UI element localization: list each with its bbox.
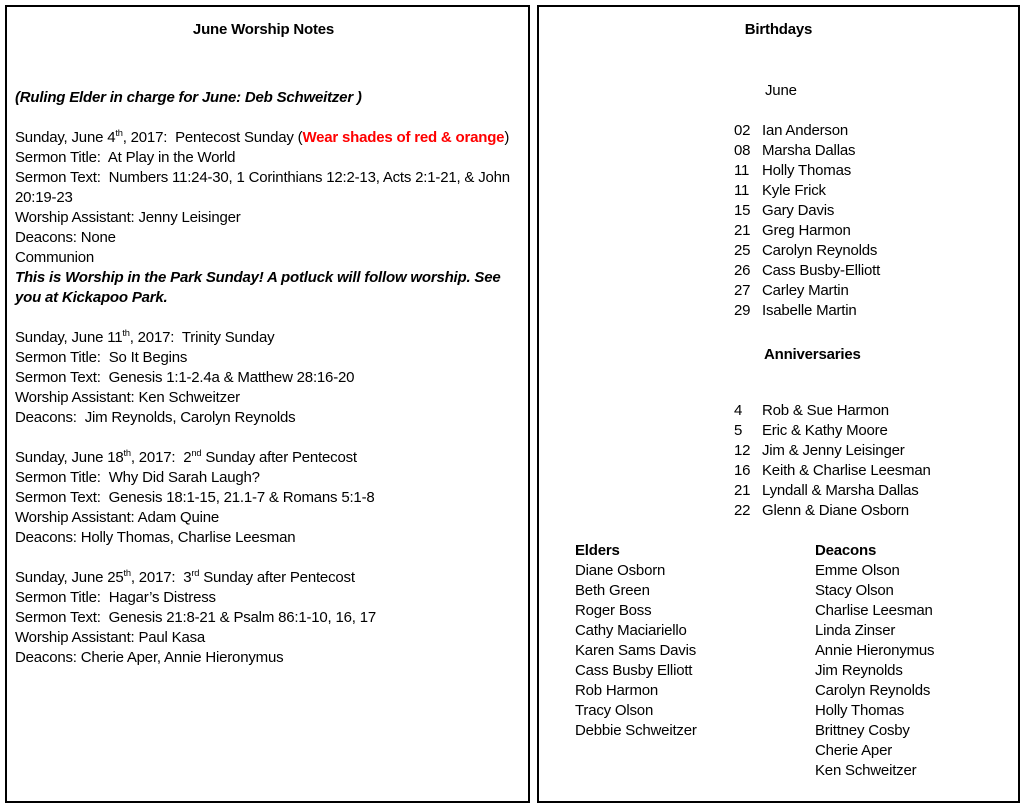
day-number: 15: [734, 202, 751, 219]
heading-text: , 2017: Trinity Sunday: [129, 329, 275, 346]
service-detail-line: Sermon Title: Hagar’s Distress: [15, 589, 216, 606]
day-number: 29: [734, 302, 751, 319]
day-number: 02: [734, 122, 751, 139]
service-list: [15, 128, 512, 668]
anniversary-row: [734, 401, 1018, 421]
birthday-list: [734, 121, 1018, 321]
person-name: Cass Busby-Elliott: [762, 262, 881, 279]
service-detail-line: Worship Assistant: Jenny Leisinger: [15, 209, 241, 226]
anniversary-row: [734, 501, 1018, 521]
elders-title: Elders: [575, 542, 620, 559]
service-detail-line: Worship Assistant: Ken Schweitzer: [15, 389, 240, 406]
deacons-list: [815, 561, 934, 781]
person-name: Lyndall & Marsha Dallas: [762, 482, 919, 499]
birthday-row: [734, 241, 1018, 261]
heading-text: Sunday, June 4: [15, 129, 116, 146]
elder-name: Rob Harmon: [575, 682, 659, 699]
heading-text: Sunday after Pentecost: [199, 569, 355, 586]
day-number: 21: [734, 482, 751, 499]
service-block: [15, 328, 512, 428]
elder-name: Debbie Schweitzer: [575, 722, 697, 739]
heading-text: Sunday, June 11: [15, 329, 123, 346]
birthday-row: [734, 121, 1018, 141]
birthday-row: [734, 281, 1018, 301]
birthday-row: [734, 221, 1018, 241]
service-detail-line: Communion: [15, 249, 95, 266]
heading-text: th: [123, 448, 131, 458]
person-name: Keith & Charlise Leesman: [762, 462, 931, 479]
day-number: 11: [734, 182, 750, 199]
person-name: Greg Harmon: [762, 222, 851, 239]
day-number: 25: [734, 242, 751, 259]
birthdays-panel: [537, 5, 1020, 803]
service-block: [15, 448, 512, 548]
heading-text: rd: [191, 568, 200, 578]
service-date-heading: [15, 448, 512, 468]
day-number: 22: [734, 502, 751, 519]
deacon-name: Annie Hieronymus: [815, 642, 935, 659]
person-name: Isabelle Martin: [762, 302, 857, 319]
service-detail-line: Sermon Title: At Play in the World: [15, 149, 236, 166]
day-number: 12: [734, 442, 751, 459]
service-date-heading: [15, 328, 512, 348]
worship-notes-title: June Worship Notes: [192, 21, 335, 38]
service-detail-line: This is Worship in the Park Sunday! A potluck will follow worship. See you at Kickapoo Park.: [15, 269, 505, 306]
deacon-name: Jim Reynolds: [815, 662, 903, 679]
heading-text: Sunday, June 18: [15, 449, 124, 466]
deacons-title: Deacons: [815, 542, 877, 559]
day-number: 4: [734, 402, 743, 419]
birthday-row: [734, 181, 1018, 201]
day-number: 16: [734, 462, 751, 479]
person-name: Gary Davis: [762, 202, 835, 219]
elder-name: Cass Busby Elliott: [575, 662, 693, 679]
deacon-name: Holly Thomas: [815, 702, 905, 719]
heading-text: , 2017: Pentecost Sunday (: [122, 129, 303, 146]
birthday-row: [734, 201, 1018, 221]
service-detail-line: Sermon Text: Genesis 18:1-15, 21.1-7 & Romans 5:1-8: [15, 489, 375, 506]
birthday-row: [734, 301, 1018, 321]
month-label: June: [765, 82, 797, 99]
birthdays-title: Birthdays: [744, 21, 813, 38]
anniversary-row: [734, 421, 1018, 441]
service-detail-line: Sermon Title: Why Did Sarah Laugh?: [15, 469, 260, 486]
ruling-elder-note: (Ruling Elder in charge for June: Deb Schweitzer ): [15, 89, 362, 106]
deacon-name: Brittney Cosby: [815, 722, 910, 739]
service-detail-line: Worship Assistant: Paul Kasa: [15, 629, 206, 646]
service-detail-line: Deacons: Holly Thomas, Charlise Leesman: [15, 529, 296, 546]
deacon-name: Cherie Aper: [815, 742, 893, 759]
birthday-row: [734, 141, 1018, 161]
service-detail-line: Deacons: None: [15, 229, 116, 246]
elders-list: [575, 561, 815, 741]
heading-text: th: [122, 328, 130, 338]
heading-text: , 2017: 3: [130, 569, 192, 586]
elders-column: [575, 541, 815, 781]
deacon-name: Stacy Olson: [815, 582, 894, 599]
heading-text: , 2017: 2: [130, 449, 192, 466]
day-number: 11: [734, 162, 750, 179]
birthday-row: [734, 261, 1018, 281]
deacon-name: Linda Zinser: [815, 622, 896, 639]
service-detail-line: Sermon Text: Genesis 21:8-21 & Psalm 86:1-10, 16, 17: [15, 609, 376, 626]
elder-name: Roger Boss: [575, 602, 652, 619]
service-date-heading: [15, 568, 512, 588]
day-number: 21: [734, 222, 751, 239]
worship-notes-panel: [5, 5, 530, 803]
anniversary-row: [734, 481, 1018, 501]
birthday-row: [734, 161, 1018, 181]
heading-text: nd: [191, 448, 202, 458]
heading-text: Sunday after Pentecost: [201, 449, 357, 466]
anniversary-row: [734, 441, 1018, 461]
service-detail-line: Sermon Title: So It Begins: [15, 349, 188, 366]
day-number: 26: [734, 262, 751, 279]
person-name: Carolyn Reynolds: [762, 242, 878, 259]
elder-name: Beth Green: [575, 582, 650, 599]
anniversaries-title: Anniversaries: [764, 346, 861, 363]
heading-text: Sunday, June 25: [15, 569, 124, 586]
person-name: Rob & Sue Harmon: [762, 402, 889, 419]
service-detail-line: Worship Assistant: Adam Quine: [15, 509, 220, 526]
person-name: Ian Anderson: [762, 122, 849, 139]
heading-text: th: [123, 568, 131, 578]
elder-name: Diane Osborn: [575, 562, 666, 579]
service-detail-line: Deacons: Jim Reynolds, Carolyn Reynolds: [15, 409, 296, 426]
day-number: 5: [734, 422, 743, 439]
service-detail-line: Deacons: Cherie Aper, Annie Hieronymus: [15, 649, 284, 666]
elder-name: Cathy Maciariello: [575, 622, 687, 639]
deacons-column: [815, 541, 934, 781]
elder-name: Karen Sams Davis: [575, 642, 697, 659]
dress-code-highlight: Wear shades of red & orange: [302, 129, 505, 146]
person-name: Kyle Frick: [762, 182, 826, 199]
day-number: 27: [734, 282, 751, 299]
service-date-heading: [15, 128, 512, 148]
person-name: Glenn & Diane Osborn: [762, 502, 909, 519]
person-name: Carley Martin: [762, 282, 849, 299]
elder-name: Tracy Olson: [575, 702, 654, 719]
deacon-name: Carolyn Reynolds: [815, 682, 931, 699]
service-detail-line: Sermon Text: Numbers 11:24-30, 1 Corinthians 12:2-13, Acts 2:1-21, & John 20:19-23: [15, 169, 514, 206]
person-name: Jim & Jenny Leisinger: [762, 442, 905, 459]
anniversary-row: [734, 461, 1018, 481]
service-block: [15, 128, 512, 308]
deacon-name: Charlise Leesman: [815, 602, 933, 619]
heading-text: th: [115, 128, 123, 138]
deacon-name: Ken Schweitzer: [815, 762, 917, 779]
service-detail-line: Sermon Text: Genesis 1:1-2.4a & Matthew 28:16-20: [15, 369, 355, 386]
service-block: [15, 568, 512, 668]
person-name: Holly Thomas: [762, 162, 852, 179]
deacon-name: Emme Olson: [815, 562, 900, 579]
anniversary-list: [734, 401, 1018, 521]
day-number: 08: [734, 142, 751, 159]
officers-section: [539, 541, 1018, 781]
heading-text: ): [504, 129, 510, 146]
person-name: Marsha Dallas: [762, 142, 856, 159]
person-name: Eric & Kathy Moore: [762, 422, 888, 439]
